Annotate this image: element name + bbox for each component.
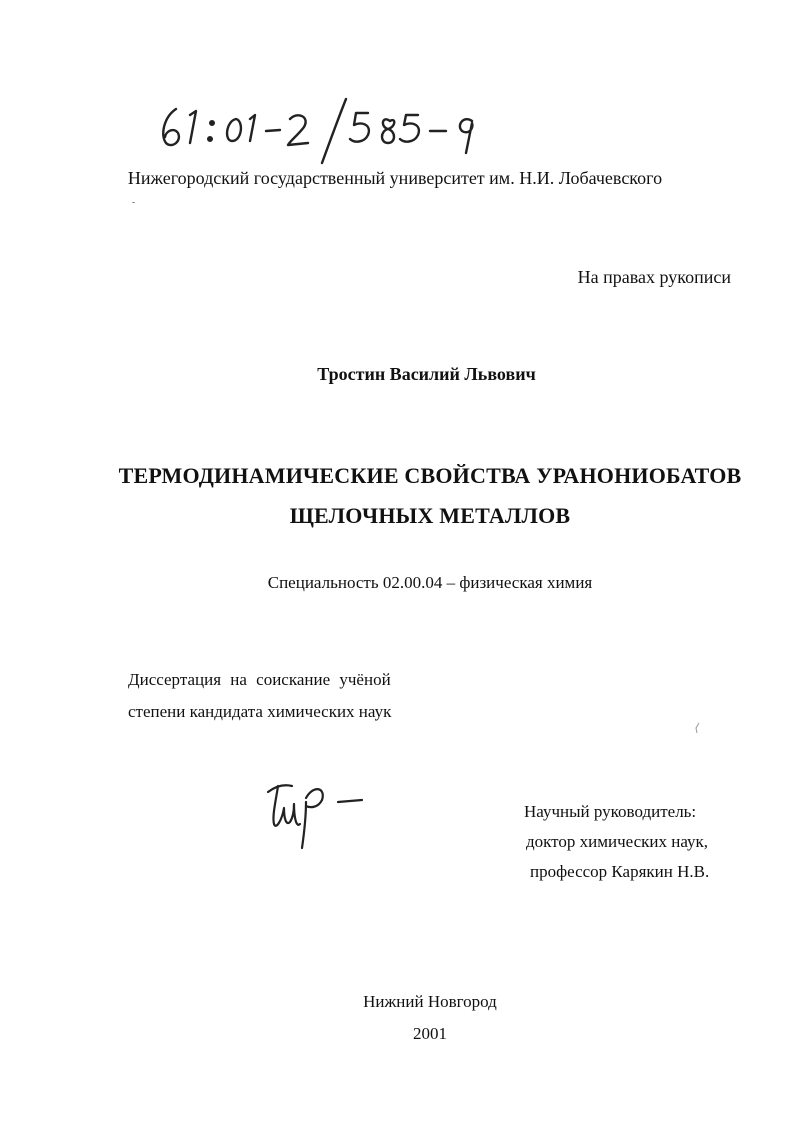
specialty-line: Специальность 02.00.04 – физическая химия <box>267 573 593 592</box>
title-line-1: ТЕРМОДИНАМИЧЕСКИЕ СВОЙСТВА УРАНОНИОБАТОВ <box>118 463 742 488</box>
handwritten-signature <box>262 772 372 850</box>
supervisor-label: Научный руководитель: <box>524 802 697 821</box>
supervisor-name: профессор Карякин Н.В. <box>530 862 710 881</box>
dissertation-line-2: степени кандидата химических наук <box>128 702 392 721</box>
handwritten-catalog-code <box>150 95 510 165</box>
year: 2001 <box>413 1024 447 1043</box>
scan-speck <box>132 202 135 203</box>
supervisor-degree: доктор химических наук, <box>526 832 709 851</box>
rights-notice: На правах рукописи <box>577 267 731 287</box>
dissertation-line-1: Диссертация на соискание учёной <box>128 670 391 689</box>
university-name: Нижегородский государственный университет им. Н.И. Лобачевского <box>127 168 663 188</box>
scan-mark <box>694 722 700 734</box>
city: Нижний Новгород <box>363 992 497 1011</box>
title-line-2: ЩЕЛОЧНЫХ МЕТАЛЛОВ <box>289 503 571 528</box>
author-name: Тростин Василий Львович <box>317 364 536 384</box>
